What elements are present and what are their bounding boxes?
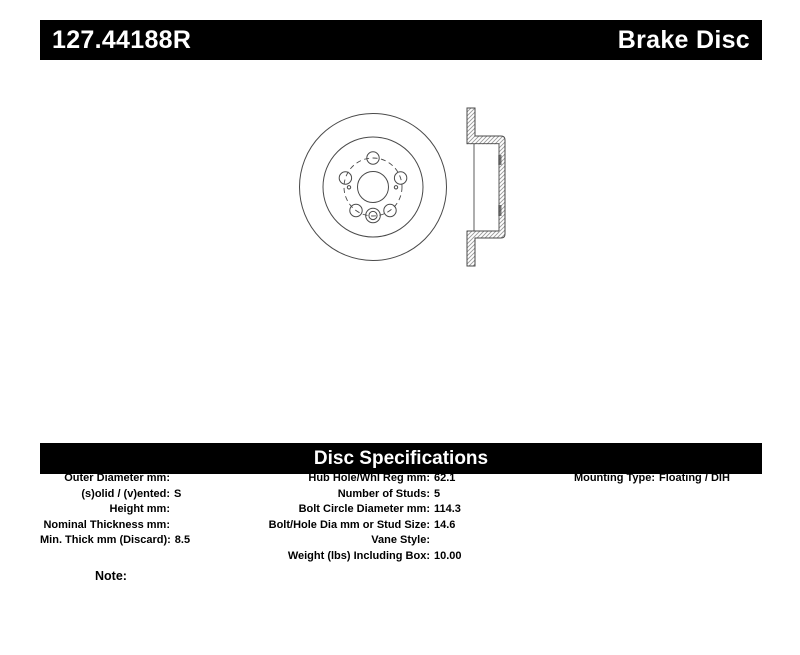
spec-row-min-thickness: Min. Thick mm (Discard): 8.5 bbox=[40, 534, 191, 546]
brake-disc-cross-section-view bbox=[466, 108, 505, 266]
balance-mark bbox=[347, 186, 350, 189]
spec-row-mounting-type: Mounting Type: Floating / DIH bbox=[573, 472, 730, 484]
spec-row-nominal-thickness: Nominal Thickness mm: bbox=[43, 518, 170, 531]
spec-row-number-of-studs: Number of Studs: 5 bbox=[337, 487, 441, 500]
spec-row-weight: Weight (lbs) Including Box: 10.00 bbox=[287, 549, 462, 562]
brake-disc-front-view bbox=[300, 114, 447, 261]
part-number: 127.44188R bbox=[52, 25, 192, 54]
spec-row-bolt-circle-diameter: Bolt Circle Diameter mm: 114.3 bbox=[298, 503, 461, 515]
spec-section-title: Disc Specifications bbox=[313, 447, 489, 469]
spec-row-hub-hole: Hub Hole/Whl Reg mm: 62.1 bbox=[308, 472, 456, 484]
spec-row-solid-vented: (s)olid / (v)ented: S bbox=[81, 487, 182, 500]
balance-mark bbox=[394, 186, 397, 189]
disc-outer-edge bbox=[300, 114, 447, 261]
technical-drawing bbox=[280, 95, 520, 280]
hub-center-hole bbox=[358, 172, 389, 203]
header-bar bbox=[40, 20, 762, 60]
spec-column-left bbox=[40, 471, 250, 549]
stud-hole-section bbox=[498, 155, 501, 165]
bolt-circle-dashed bbox=[344, 158, 402, 216]
stud-hole-section bbox=[498, 205, 501, 216]
spec-row-bolt-hole-dia: Bolt/Hole Dia mm or Stud Size: 14.6 bbox=[268, 518, 456, 531]
note-label: Note: bbox=[95, 569, 127, 583]
hat-interior bbox=[466, 144, 498, 230]
spec-column-right bbox=[455, 471, 755, 487]
stud-hole bbox=[339, 172, 351, 184]
set-screw-hole-outer bbox=[366, 208, 381, 223]
spec-section-bar bbox=[40, 443, 762, 474]
spec-row-outer-diameter: Outer Diameter mm: bbox=[64, 472, 170, 484]
spec-row-height: Height mm: bbox=[109, 503, 170, 515]
spec-row-vane-style: Vane Style: bbox=[371, 534, 430, 546]
product-title: Brake Disc bbox=[617, 25, 750, 54]
